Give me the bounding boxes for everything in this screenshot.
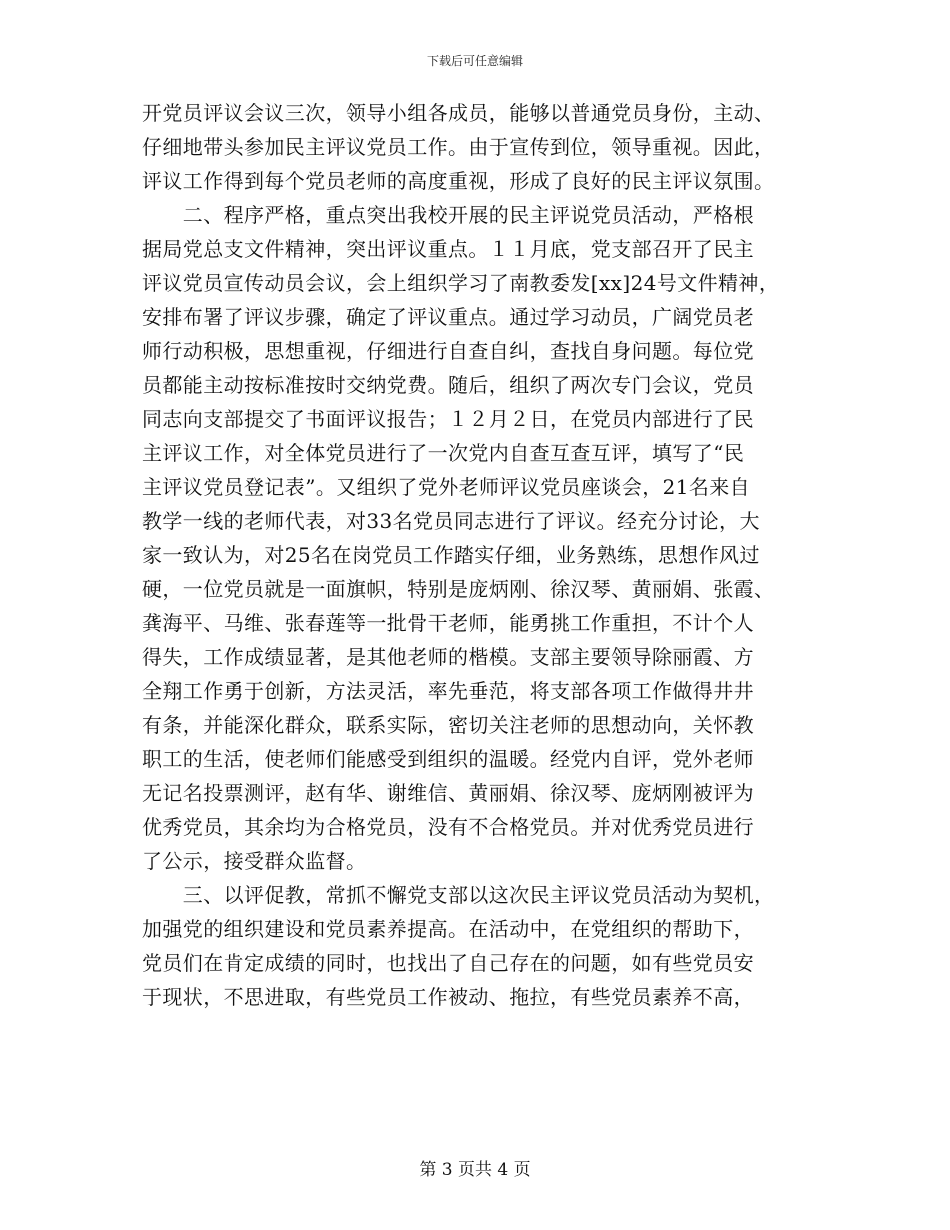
text-line: 二、程序严格，重点突出我校开展的民主评说党员活动，严格根 bbox=[142, 203, 754, 227]
text-line: 师行动积极，思想重视，仔细进行自查自纠，查找自身问题。每位党 bbox=[142, 339, 754, 363]
page-header: 下载后可任意编辑 bbox=[426, 54, 523, 68]
text-line: 同志向支部提交了书面评议报告；１２月２日，在党员内部进行了民 bbox=[142, 407, 754, 431]
text-line: 开党员评议会议三次，领导小组各成员，能够以普通党员身份，主动、 bbox=[142, 101, 775, 125]
text-line: 龚海平、马维、张春莲等一批骨干老师，能勇挑工作重担，不计个人 bbox=[142, 611, 754, 635]
text-line: 于现状，不思进取，有些党员工作被动、拖拉，有些党员素养不高， bbox=[142, 985, 754, 1009]
text-line: 加强党的组织建设和党员素养提高。在活动中，在党组织的帮助下， bbox=[142, 917, 754, 941]
text-line: 无记名投票测评，赵有华、谢维信、黄丽娟、徐汉琴、庞炳刚被评为 bbox=[142, 781, 754, 805]
text-line: 员都能主动按标准按时交纳党费。随后，组织了两次专门会议，党员 bbox=[142, 373, 754, 397]
document-body bbox=[142, 96, 810, 1014]
text-line: 仔细地带头参加民主评议党员工作。由于宣传到位，领导重视。因此， bbox=[142, 135, 775, 159]
text-line: 有条，并能深化群众，联系实际，密切关注老师的思想动向，关怀教 bbox=[142, 713, 754, 737]
text-line: 硬，一位党员就是一面旗帜，特别是庞炳刚、徐汉琴、黄丽娟、张霞、 bbox=[142, 577, 775, 601]
text-line: 主评议工作，对全体党员进行了一次党内自查互查互评，填写了“民 bbox=[142, 441, 745, 465]
text-line: 得失，工作成绩显著，是其他老师的楷模。支部主要领导除丽霞、方 bbox=[142, 645, 754, 669]
text-line: 全翔工作勇于创新，方法灵活，率先垂范，将支部各项工作做得井井 bbox=[142, 679, 754, 703]
text-line: 家一致认为，对25名在岗党员工作踏实仔细，业务熟练，思想作风过 bbox=[142, 543, 760, 567]
text-line: 据局党总支文件精神，突出评议重点。１１月底，党支部召开了民主 bbox=[142, 237, 754, 261]
text-line: 主评议党员登记表”。又组织了党外老师评议党员座谈会，21名来自 bbox=[142, 475, 751, 499]
text-line: 职工的生活，使老师们能感受到组织的温暖。经党内自评，党外老师 bbox=[142, 747, 754, 771]
text-line: 党员们在肯定成绩的同时，也找出了自己存在的问题，如有些党员安 bbox=[142, 951, 754, 975]
text-line: 优秀党员，其余均为合格党员，没有不合格党员。并对优秀党员进行 bbox=[142, 815, 754, 839]
text-line: 了公示，接受群众监督。 bbox=[142, 849, 367, 873]
page-number: 第 3 页共 4 页 bbox=[419, 1160, 531, 1180]
text-line: 教学一线的老师代表，对33名党员同志进行了评议。经充分讨论，大 bbox=[142, 509, 760, 533]
text-line: 三、以评促教，常抓不懈党支部以这次民主评议党员活动为契机， bbox=[142, 883, 775, 907]
text-line: 评议党员宣传动员会议，会上组织学习了南教委发[xx]24号文件精神， bbox=[142, 271, 780, 295]
text-line: 评议工作得到每个党员老师的高度重视，形成了良好的民主评议氛围。 bbox=[142, 169, 775, 193]
text-line: 安排布署了评议步骤，确定了评议重点。通过学习动员，广阔党员老 bbox=[142, 305, 754, 329]
